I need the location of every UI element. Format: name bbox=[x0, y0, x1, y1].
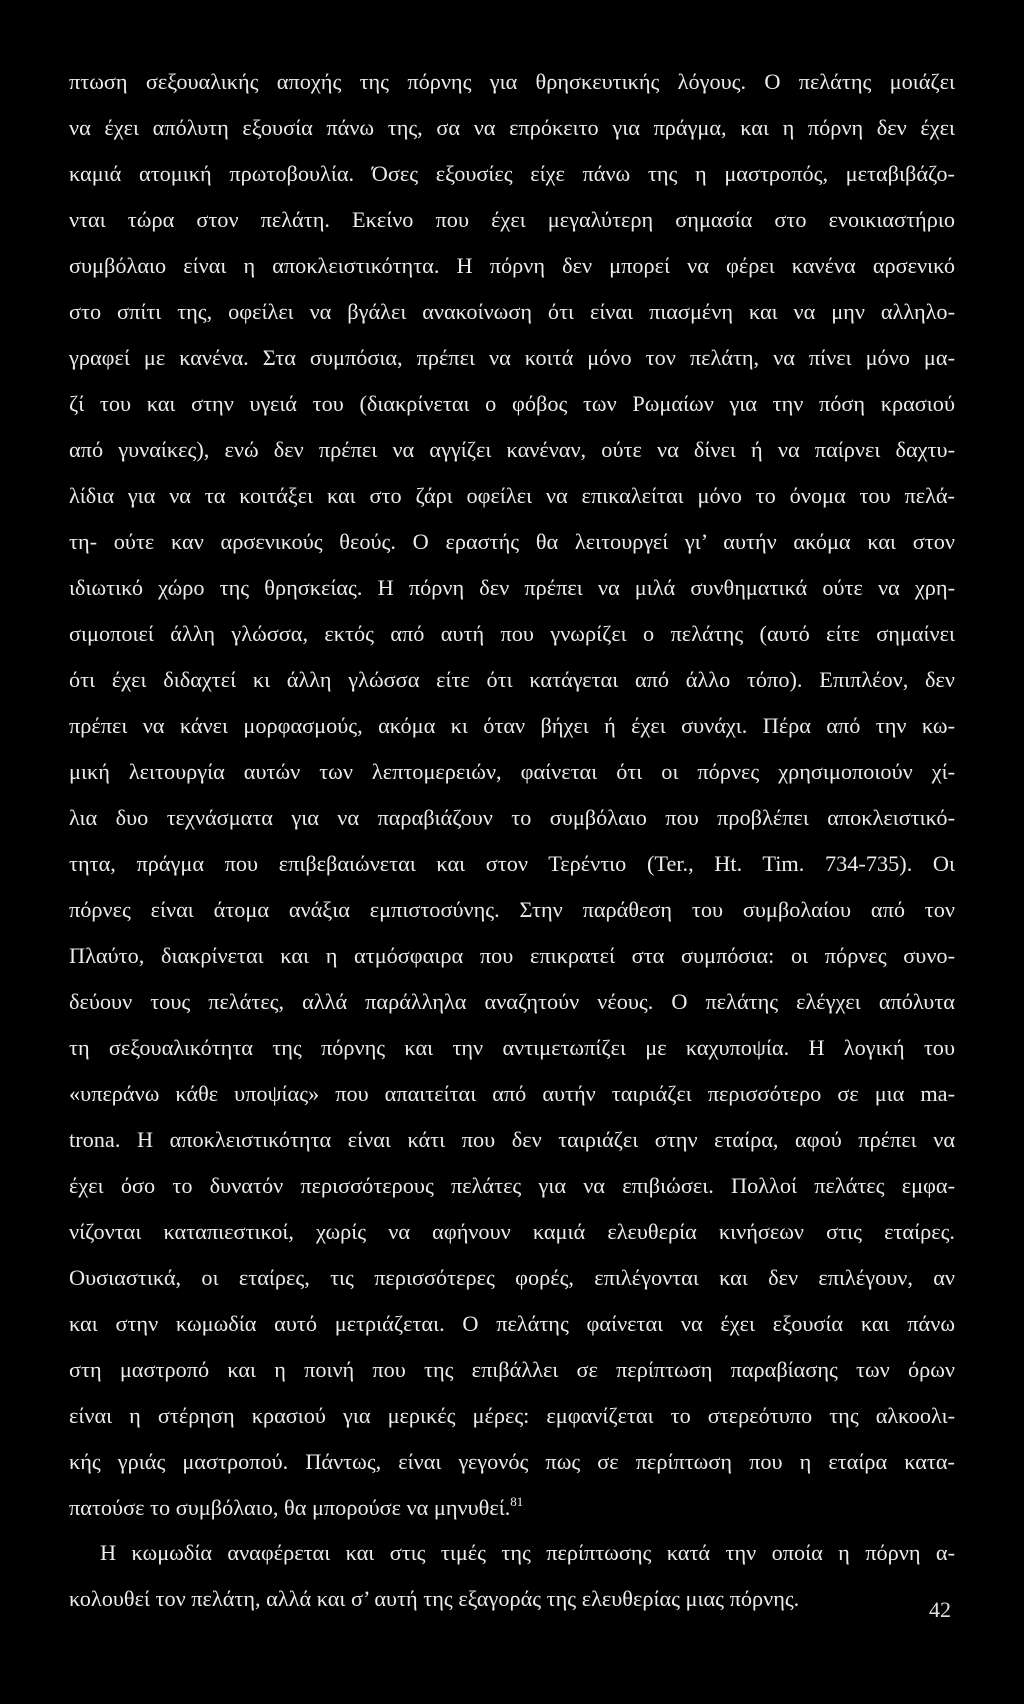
text-line: καμιά ατομική πρωτοβουλία. Όσες εξουσίες είχε πάνω της η μαστροπός, μεταβιβάζο- bbox=[69, 161, 955, 186]
page-number: 42 bbox=[929, 1597, 951, 1622]
text-line: είναι η στέρηση κρασιού για μερικές μέρες: εμφανίζεται το στερεότυπο της αλκοολι- bbox=[69, 1403, 955, 1428]
text-line: νται τώρα στον πελάτη. Εκείνο που έχει μεγαλύτερη σημασία στο ενοικιαστήριο bbox=[69, 207, 955, 232]
text-line: νίζονται καταπιεστικοί, χωρίς να αφήνουν καμιά ελευθερία κινήσεων στις εταίρες. bbox=[69, 1219, 955, 1244]
text-line: Η κωμωδία αναφέρεται και στις τιμές της περίπτωσης κατά την οποία η πόρνη α- bbox=[100, 1540, 955, 1565]
text-line: Πλαύτο, διακρίνεται και η ατμόσφαιρα που επικρατεί στα συμπόσια: οι πόρνες συνο- bbox=[69, 943, 955, 968]
text-line: κής γριάς μαστροπού. Πάντως, είναι γεγονός πως σε περίπτωση που η εταίρα κατα- bbox=[69, 1449, 955, 1474]
text-line: τη- ούτε καν αρσενικούς θεούς. Ο εραστής θα λειτουργεί γι’ αυτήν ακόμα και στον bbox=[69, 529, 955, 554]
text-line: στο σπίτι της, οφείλει να βγάλει ανακοίνωση ότι είναι πιασμένη και να μην αλληλο- bbox=[69, 299, 955, 324]
text-line: trona. Η αποκλειστικότητα είναι κάτι που δεν ταιριάζει στην εταίρα, αφού πρέπει να bbox=[69, 1127, 955, 1152]
text-line: «υπεράνω κάθε υποψίας» που απαιτείται από αυτήν ταιριάζει περισσότερο σε μια ma- bbox=[69, 1081, 955, 1106]
text-line: τη σεξουαλικότητα της πόρνης και την αντιμετωπίζει με καχυποψία. Η λογική του bbox=[69, 1035, 955, 1060]
text-line: Ουσιαστικά, οι εταίρες, τις περισσότερες φορές, επιλέγονται και δεν επιλέγουν, αν bbox=[69, 1265, 955, 1290]
text-line: μική λειτουργία αυτών των λεπτομερειών, φαίνεται ότι οι πόρνες χρησιμοποιούν χί- bbox=[69, 759, 955, 784]
text-line: λια δυο τεχνάσματα για να παραβιάζουν το συμβόλαιο που προβλέπει αποκλειστικό- bbox=[69, 805, 955, 830]
footnote-marker: 81 bbox=[510, 1494, 524, 1509]
text-line: γραφεί με κανένα. Στα συμπόσια, πρέπει να κοιτά μόνο τον πελάτη, να πίνει μόνο μα- bbox=[69, 345, 955, 370]
text-line: ζί του και στην υγειά του (διακρίνεται ο φόβος των Ρωμαίων για την πόση κρασιού bbox=[69, 391, 955, 416]
text-line: κολουθεί τον πελάτη, αλλά και σ’ αυτή της εξαγοράς της ελευθερίας μιας πόρνης. bbox=[69, 1586, 800, 1611]
text-line: σιμοποιεί άλλη γλώσσα, εκτός από αυτή που γνωρίζει ο πελάτης (αυτό είτε σημαίνει bbox=[69, 621, 955, 646]
text-line-content: πατούσε το συμβόλαιο, θα μπορούσε να μηνυθεί. bbox=[69, 1495, 511, 1520]
text-line: να έχει απόλυτη εξουσία πάνω της, σα να επρόκειτο για πράγμα, και η πόρνη δεν έχει bbox=[69, 115, 955, 140]
text-line: δεύουν τους πελάτες, αλλά παράλληλα αναζητούν νέους. Ο πελάτης ελέγχει απόλυτα bbox=[69, 989, 955, 1014]
text-line: ιδιωτικό χώρο της θρησκείας. Η πόρνη δεν πρέπει να μιλά συνθηματικά ούτε να χρη- bbox=[69, 575, 955, 600]
text-line: στη μαστροπό και η ποινή που της επιβάλλει σε περίπτωση παραβίασης των όρων bbox=[69, 1357, 955, 1382]
text-line: έχει όσο το δυνατόν περισσότερους πελάτες για να επιβιώσει. Πολλοί πελάτες εμφα- bbox=[69, 1173, 955, 1198]
text-line: από γυναίκες), ενώ δεν πρέπει να αγγίζει κανέναν, ούτε να δίνει ή να παίρνει δαχτυ- bbox=[69, 437, 955, 462]
text-line: πρέπει να κάνει μορφασμούς, ακόμα κι όταν βήχει ή έχει συνάχι. Πέρα από την κω- bbox=[69, 713, 955, 738]
text-line: λίδια για να τα κοιτάξει και στο ζάρι οφείλει να επικαλείται μόνο το όνομα του πελά- bbox=[69, 483, 955, 508]
text-line: συμβόλαιο είναι η αποκλειστικότητα. Η πόρνη δεν μπορεί να φέρει κανένα αρσενικό bbox=[69, 253, 955, 278]
text-line: και στην κωμωδία αυτό μετριάζεται. Ο πελάτης φαίνεται να έχει εξουσία και πάνω bbox=[69, 1311, 955, 1336]
text-line: πτωση σεξουαλικής αποχής της πόρνης για θρησκευτικής λόγους. Ο πελάτης μοιάζει bbox=[69, 69, 955, 94]
text-line: πόρνες είναι άτομα ανάξια εμπιστοσύνης. Στην παράθεση του συμβολαίου από τον bbox=[69, 897, 955, 922]
text-line bbox=[69, 1490, 955, 1526]
text-line: τητα, πράγμα που επιβεβαιώνεται και στον Τερέντιο (Ter., Ht. Tim. 734-735). Οι bbox=[69, 851, 955, 876]
text-line: ότι έχει διδαχτεί κι άλλη γλώσσα είτε ότι κατάγεται από άλλο τόπο). Επιπλέον, δεν bbox=[69, 667, 955, 692]
